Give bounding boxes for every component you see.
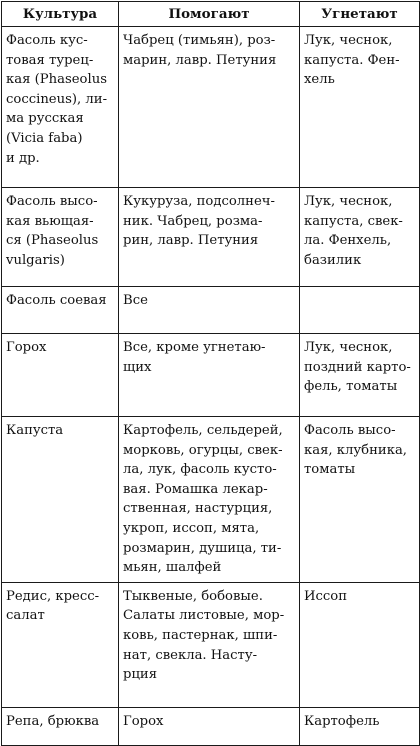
header-culture: Культура [2, 2, 119, 27]
culture-cell: Редис, кресс- салат [2, 582, 119, 707]
helps-cell: Картофель, сельдерей, морковь, огурцы, свек- ла, лук, фасоль кусто- вая. Ромашка лекар- ственная, настурция, укроп, иссоп, мята, розмарин, душица, ти- мьян, шалфей [119, 417, 300, 583]
header-row [2, 2, 420, 27]
culture-cell: Капуста [2, 417, 119, 583]
table-row [2, 417, 420, 583]
culture-cell: Горох [2, 334, 119, 417]
culture-cell: Фасоль кус- товая турец- кая (Phaseolus coccineus), ли- ма русская (Vicia faba) и др. [2, 27, 119, 188]
culture-cell: Репа, брюква [2, 707, 119, 745]
inhibits-cell: Лук, чеснок, поздний карто- фель, томаты [300, 334, 420, 417]
table-row [2, 582, 420, 707]
header-inhibits: Угнетают [300, 2, 420, 27]
inhibits-cell: Фасоль высо- кая, клубника, томаты [300, 417, 420, 583]
helps-cell: Все, кроме угнетаю- щих [119, 334, 300, 417]
table-row [2, 27, 420, 188]
inhibits-cell: Иссоп [300, 582, 420, 707]
inhibits-cell [300, 287, 420, 334]
companion-planting-table [1, 1, 420, 746]
culture-cell: Фасоль высо- кая вьющая- ся (Phaseolus vulgaris) [2, 188, 119, 287]
inhibits-cell: Картофель [300, 707, 420, 745]
helps-cell: Кукуруза, подсолнеч- ник. Чабрец, розма- рин, лавр. Петуния [119, 188, 300, 287]
helps-cell: Горох [119, 707, 300, 745]
table-header [2, 2, 420, 27]
header-helps: Помогают [119, 2, 300, 27]
table-row [2, 188, 420, 287]
inhibits-cell: Лук, чеснок, капуста, свек- ла. Фенхель, базилик [300, 188, 420, 287]
helps-cell: Все [119, 287, 300, 334]
table-row [2, 707, 420, 745]
culture-cell: Фасоль соевая [2, 287, 119, 334]
table-body [2, 27, 420, 746]
table-row [2, 334, 420, 417]
helps-cell: Чабрец (тимьян), роз- марин, лавр. Петуния [119, 27, 300, 188]
helps-cell: Тыквеные, бобовые. Салаты листовые, мор- ковь, пастернак, шпи- нат, свекла. Насту- рция [119, 582, 300, 707]
inhibits-cell: Лук, чеснок, капуста. Фен- хель [300, 27, 420, 188]
table-row [2, 287, 420, 334]
